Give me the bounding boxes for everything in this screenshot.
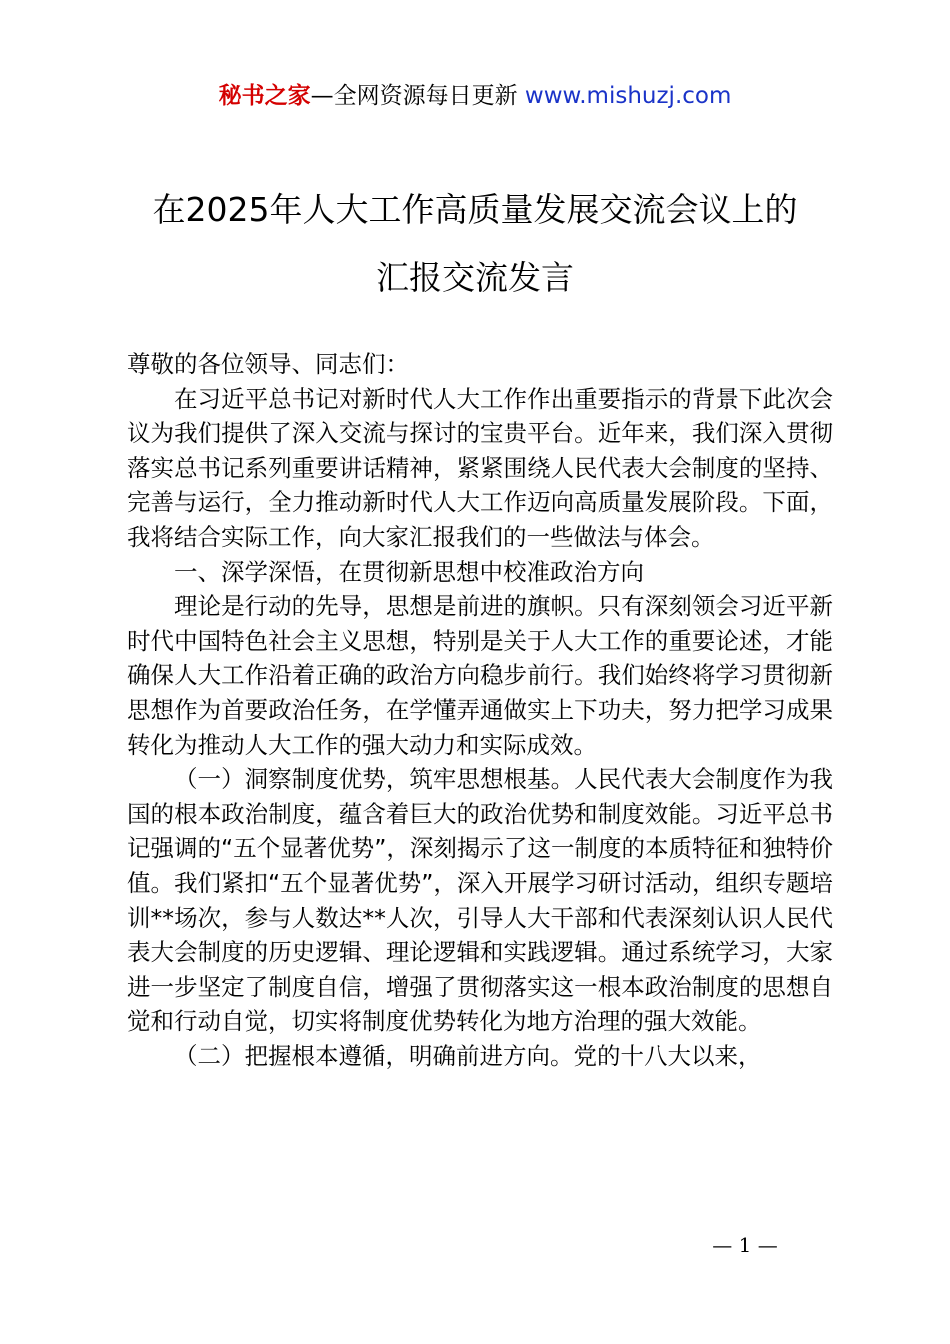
paragraph-intro: 在习近平总书记对新时代人大工作作出重要指示的背景下此次会议为我们提供了深入交流与探讨的宝贵平台。近年来，我们深入贯彻落实总书记系列重要讲话精神，紧紧围绕人民代表大会制度的坚持、完善与运行，全力推动新时代人大工作迈向高质量发展阶段。下面，我将结合实际工作，向大家汇报我们的一些做法与体会。	[127, 384, 833, 551]
site-url-link[interactable]: www.mishuzj.com	[524, 83, 732, 109]
document-title-line-1: 在2025年人大工作高质量发展交流会议上的	[152, 190, 798, 229]
paragraph-subsection-2: （二）把握根本遵循，明确前进方向。党的十八大以来，	[174, 1041, 762, 1070]
document-body	[127, 347, 833, 1073]
site-tagline: —全网资源每日更新	[310, 83, 525, 109]
page-number: — 1 —	[712, 1233, 778, 1257]
paragraph-theory: 理论是行动的先导，思想是前进的旗帜。只有深刻领会习近平新时代中国特色社会主义思想，特别是关于人大工作的重要论述，才能确保人大工作沿着正确的政治方向稳步前行。我们始终将学习贯彻新思想作为首要政治任务，在学懂弄通做实上下功夫，努力把学习成果转化为推动人大工作的强大动力和实际成效。	[127, 592, 833, 759]
salutation: 尊敬的各位领导、同志们：	[127, 350, 409, 378]
site-banner	[0, 80, 950, 112]
document-title-line-2: 汇报交流发言	[376, 258, 574, 297]
site-brand: 秘书之家	[218, 83, 311, 109]
section-heading-1: 一、深学深悟，在贯彻新思想中校准政治方向	[174, 557, 644, 586]
paragraph-subsection-1: （一）洞察制度优势，筑牢思想根基。人民代表大会制度作为我国的根本政治制度，蕴含着巨大的政治优势和制度效能。习近平总书记强调的“五个显著优势”，深刻揭示了这一制度的本质特征和独特价值。我们紧扣“五个显著优势”，深入开展学习研讨活动，组织专题培训**场次，参与人数达**人次，引导人大干部和代表深刻认识人民代表大会制度的历史逻辑、理论逻辑和实践逻辑。通过系统学习，大家进一步坚定了制度自信，增强了贯彻落实这一根本政治制度的思想自觉和行动自觉，切实将制度优势转化为地方治理的强大效能。	[127, 765, 833, 1036]
